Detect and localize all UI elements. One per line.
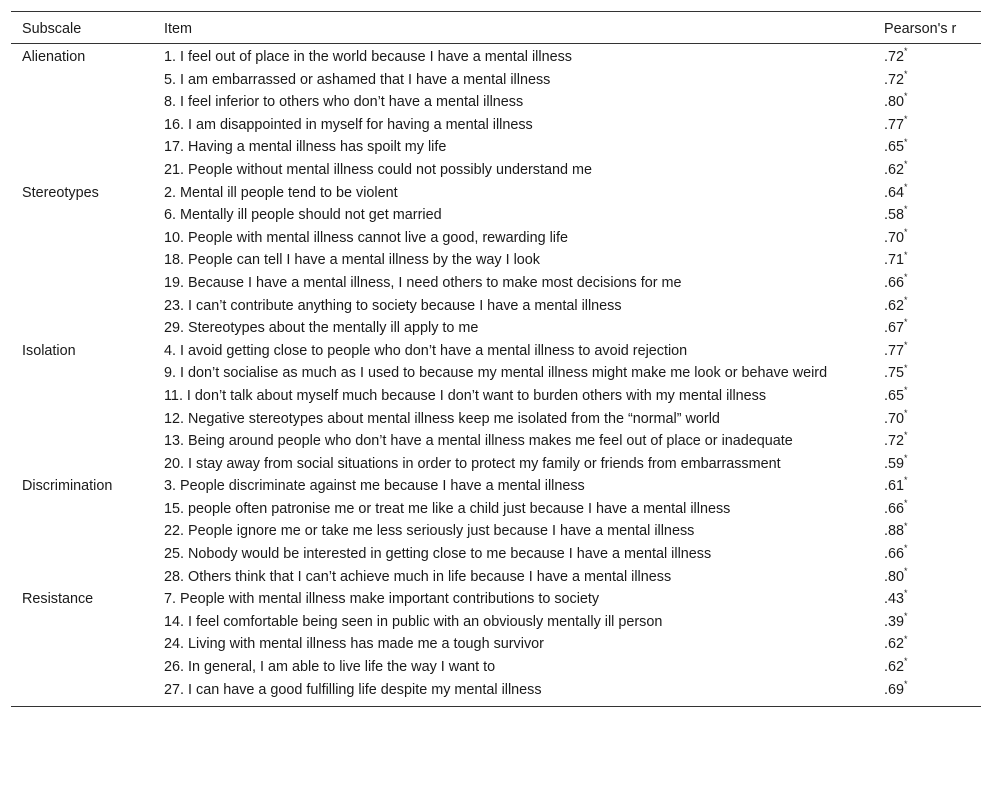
pearson-r-value: .58 xyxy=(884,207,905,224)
table-row xyxy=(11,565,981,588)
table-row xyxy=(11,362,981,385)
table-row xyxy=(11,204,981,227)
subscale-cell xyxy=(11,543,153,566)
significance-marker: * xyxy=(904,543,908,554)
item-cell: 17. Having a mental illness has spoilt my life xyxy=(164,139,447,156)
pearson-r-value: .72 xyxy=(884,433,905,450)
pearson-r-value: .75 xyxy=(884,365,905,382)
table-row xyxy=(11,475,981,498)
pearson-r-cell xyxy=(883,407,981,430)
pearson-r-value: .62 xyxy=(884,161,905,178)
subscale-cell xyxy=(11,362,153,385)
pearson-r-value: .88 xyxy=(884,523,905,540)
item-cell: 12. Negative stereotypes about mental illness keep me isolated from the “normal” world xyxy=(164,410,720,427)
item-cell: 4. I avoid getting close to people who don’t have a mental illness to avoid rejection xyxy=(164,342,688,359)
table-row xyxy=(11,633,981,656)
pearson-r-value: .72 xyxy=(884,49,905,65)
significance-marker: * xyxy=(904,68,908,79)
item-cell: 20. I stay away from social situations in order to protect my family or friends from embarrassment xyxy=(164,455,781,472)
pearson-r-value: .64 xyxy=(884,184,905,201)
table-row xyxy=(11,588,981,611)
item-cell: 16. I am disappointed in myself for having a mental illness xyxy=(164,116,533,133)
pearson-r-value: .80 xyxy=(884,94,905,111)
significance-marker: * xyxy=(904,452,908,463)
pearson-r-value: .61 xyxy=(884,478,905,495)
item-cell: 1. I feel out of place in the world because I have a mental illness xyxy=(164,49,572,65)
item-cell: 23. I can’t contribute anything to society because I have a mental illness xyxy=(164,297,622,314)
table-row xyxy=(11,611,981,634)
subscale-cell xyxy=(11,611,153,634)
subscale-cell xyxy=(11,430,153,453)
table-row xyxy=(11,407,981,430)
header-pearson-r: Pearson's r xyxy=(883,12,981,44)
table-row xyxy=(11,339,981,362)
pearson-r-cell xyxy=(883,159,981,182)
table-row xyxy=(11,272,981,295)
item-cell: 18. People can tell I have a mental illness by the way I look xyxy=(164,252,540,269)
item-cell: 3. People discriminate against me because I have a mental illness xyxy=(164,478,585,495)
significance-marker: * xyxy=(904,362,908,373)
significance-marker: * xyxy=(904,475,908,486)
subscale-cell xyxy=(11,520,153,543)
table-row xyxy=(11,68,981,91)
subscale-cell xyxy=(11,226,153,249)
significance-marker: * xyxy=(904,113,908,124)
item-cell: 8. I feel inferior to others who don’t have a mental illness xyxy=(164,94,524,111)
pearson-r-value: .70 xyxy=(884,229,905,246)
pearson-r-cell xyxy=(883,91,981,114)
pearson-r-cell xyxy=(883,565,981,588)
table-row xyxy=(11,136,981,159)
pearson-r-value: .62 xyxy=(884,659,905,676)
pearson-r-value: .66 xyxy=(884,546,905,563)
pearson-r-value: .59 xyxy=(884,455,905,472)
table-row xyxy=(11,430,981,453)
item-cell: 27. I can have a good fulfilling life despite my mental illness xyxy=(164,681,542,698)
subscale-cell: Resistance xyxy=(22,591,94,608)
table-row xyxy=(11,294,981,317)
subscale-cell xyxy=(11,204,153,227)
item-cell: 5. I am embarrassed or ashamed that I have a mental illness xyxy=(164,71,551,88)
item-cell: 29. Stereotypes about the mentally ill apply to me xyxy=(164,320,479,337)
pearson-r-cell xyxy=(883,362,981,385)
table-row xyxy=(11,226,981,249)
subscale-cell xyxy=(11,294,153,317)
table-row xyxy=(11,520,981,543)
table-row xyxy=(11,91,981,114)
pearson-r-value: .62 xyxy=(884,636,905,653)
pearson-r-value: .80 xyxy=(884,568,905,585)
pearson-r-cell xyxy=(883,430,981,453)
subscale-cell xyxy=(11,317,153,340)
significance-marker: * xyxy=(904,588,908,599)
pearson-r-cell xyxy=(883,678,981,706)
significance-marker: * xyxy=(904,498,908,509)
table-row xyxy=(11,543,981,566)
table-container xyxy=(11,11,981,707)
pearson-r-cell xyxy=(883,452,981,475)
pearson-r-cell xyxy=(883,44,981,69)
pearson-r-value: .77 xyxy=(884,342,905,359)
pearson-r-cell xyxy=(883,543,981,566)
pearson-r-cell xyxy=(883,249,981,272)
subscale-cell xyxy=(11,249,153,272)
pearson-r-value: .66 xyxy=(884,274,905,291)
pearson-r-value: .43 xyxy=(884,591,905,608)
significance-marker: * xyxy=(904,385,908,396)
pearson-r-cell xyxy=(883,588,981,611)
item-cell: 6. Mentally ill people should not get married xyxy=(164,207,442,224)
item-cell: 24. Living with mental illness has made me a tough survivor xyxy=(164,636,544,653)
pearson-r-value: .77 xyxy=(884,116,905,133)
item-cell: 13. Being around people who don’t have a mental illness makes me feel out of place or inadequate xyxy=(164,433,793,450)
subscale-cell: Isolation xyxy=(22,342,76,359)
pearson-r-value: .71 xyxy=(884,252,905,269)
pearson-r-value: .39 xyxy=(884,613,905,630)
pearson-r-cell xyxy=(883,633,981,656)
table-row xyxy=(11,44,981,69)
pearson-r-cell xyxy=(883,656,981,679)
pearson-r-value: .62 xyxy=(884,297,905,314)
item-cell: 7. People with mental illness make important contributions to society xyxy=(164,591,600,608)
pearson-r-cell xyxy=(883,294,981,317)
significance-marker: * xyxy=(904,611,908,622)
subscale-cell xyxy=(11,498,153,521)
subscale-cell xyxy=(11,91,153,114)
subscale-cell xyxy=(11,678,153,706)
pearson-r-cell xyxy=(883,136,981,159)
header-subscale: Subscale xyxy=(11,12,153,44)
subscale-cell xyxy=(11,407,153,430)
item-cell: 25. Nobody would be interested in getting close to me because I have a mental illness xyxy=(164,546,712,563)
table-row xyxy=(11,498,981,521)
item-cell: 15. people often patronise me or treat me like a child just because I have a mental illness xyxy=(164,500,731,517)
subscale-cell xyxy=(11,136,153,159)
subscale-cell xyxy=(11,656,153,679)
item-cell: 14. I feel comfortable being seen in public with an obviously mentally ill person xyxy=(164,613,663,630)
item-cell: 9. I don’t socialise as much as I used to because my mental illness might make me look or behave weird xyxy=(164,365,828,382)
header-row xyxy=(11,12,981,44)
pearson-r-value: .66 xyxy=(884,500,905,517)
significance-marker: * xyxy=(904,91,908,102)
subscale-cell: Alienation xyxy=(22,49,86,65)
subscale-cell: Discrimination xyxy=(22,478,113,495)
significance-marker: * xyxy=(904,339,908,350)
pearson-r-cell xyxy=(883,181,981,204)
table-row xyxy=(11,159,981,182)
table-row xyxy=(11,317,981,340)
item-cell: 26. In general, I am able to live life the way I want to xyxy=(164,659,496,676)
significance-marker: * xyxy=(904,249,908,260)
pearson-r-value: .70 xyxy=(884,410,905,427)
table-row xyxy=(11,656,981,679)
pearson-r-value: .72 xyxy=(884,71,905,88)
pearson-r-cell xyxy=(883,498,981,521)
table-row xyxy=(11,452,981,475)
table-row xyxy=(11,181,981,204)
pearson-r-cell xyxy=(883,317,981,340)
subscale-cell: Stereotypes xyxy=(22,184,99,201)
significance-marker: * xyxy=(904,46,908,57)
significance-marker: * xyxy=(904,633,908,644)
item-cell: 11. I don’t talk about myself much because I don’t want to burden others with my mental illness xyxy=(164,387,767,404)
significance-marker: * xyxy=(904,272,908,283)
subscale-cell xyxy=(11,159,153,182)
subscale-cell xyxy=(11,385,153,408)
subscale-cell xyxy=(11,565,153,588)
significance-marker: * xyxy=(904,430,908,441)
pearson-r-cell xyxy=(883,113,981,136)
pearson-r-value: .69 xyxy=(884,681,905,698)
item-cell: 22. People ignore me or take me less seriously just because I have a mental illness xyxy=(164,523,695,540)
pearson-r-cell xyxy=(883,68,981,91)
significance-marker: * xyxy=(904,181,908,192)
pearson-r-value: .65 xyxy=(884,139,905,156)
pearson-correlation-table xyxy=(11,11,981,707)
subscale-cell xyxy=(11,68,153,91)
pearson-r-value: .65 xyxy=(884,387,905,404)
subscale-cell xyxy=(11,113,153,136)
significance-marker: * xyxy=(904,317,908,328)
significance-marker: * xyxy=(904,226,908,237)
table-row xyxy=(11,249,981,272)
significance-marker: * xyxy=(904,136,908,147)
table-row xyxy=(11,385,981,408)
significance-marker: * xyxy=(904,678,908,689)
significance-marker: * xyxy=(904,294,908,305)
table-row xyxy=(11,678,981,706)
pearson-r-cell xyxy=(883,475,981,498)
significance-marker: * xyxy=(904,159,908,170)
pearson-r-cell xyxy=(883,272,981,295)
pearson-r-value: .67 xyxy=(884,320,905,337)
pearson-r-cell xyxy=(883,226,981,249)
item-cell: 2. Mental ill people tend to be violent xyxy=(164,184,398,201)
item-cell: 10. People with mental illness cannot live a good, rewarding life xyxy=(164,229,568,246)
significance-marker: * xyxy=(904,204,908,215)
significance-marker: * xyxy=(904,565,908,576)
item-cell: 28. Others think that I can’t achieve much in life because I have a mental illness xyxy=(164,568,672,585)
table-row xyxy=(11,113,981,136)
significance-marker: * xyxy=(904,407,908,418)
pearson-r-cell xyxy=(883,520,981,543)
subscale-cell xyxy=(11,633,153,656)
item-cell: 19. Because I have a mental illness, I need others to make most decisions for me xyxy=(164,274,682,291)
table-header xyxy=(11,12,981,44)
significance-marker: * xyxy=(904,520,908,531)
pearson-r-cell xyxy=(883,339,981,362)
subscale-cell xyxy=(11,452,153,475)
header-item: Item xyxy=(153,12,883,44)
table-body xyxy=(11,44,981,707)
pearson-r-cell xyxy=(883,611,981,634)
pearson-r-cell xyxy=(883,204,981,227)
significance-marker: * xyxy=(904,656,908,667)
pearson-r-cell xyxy=(883,385,981,408)
item-cell: 21. People without mental illness could not possibly understand me xyxy=(164,161,592,178)
subscale-cell xyxy=(11,272,153,295)
